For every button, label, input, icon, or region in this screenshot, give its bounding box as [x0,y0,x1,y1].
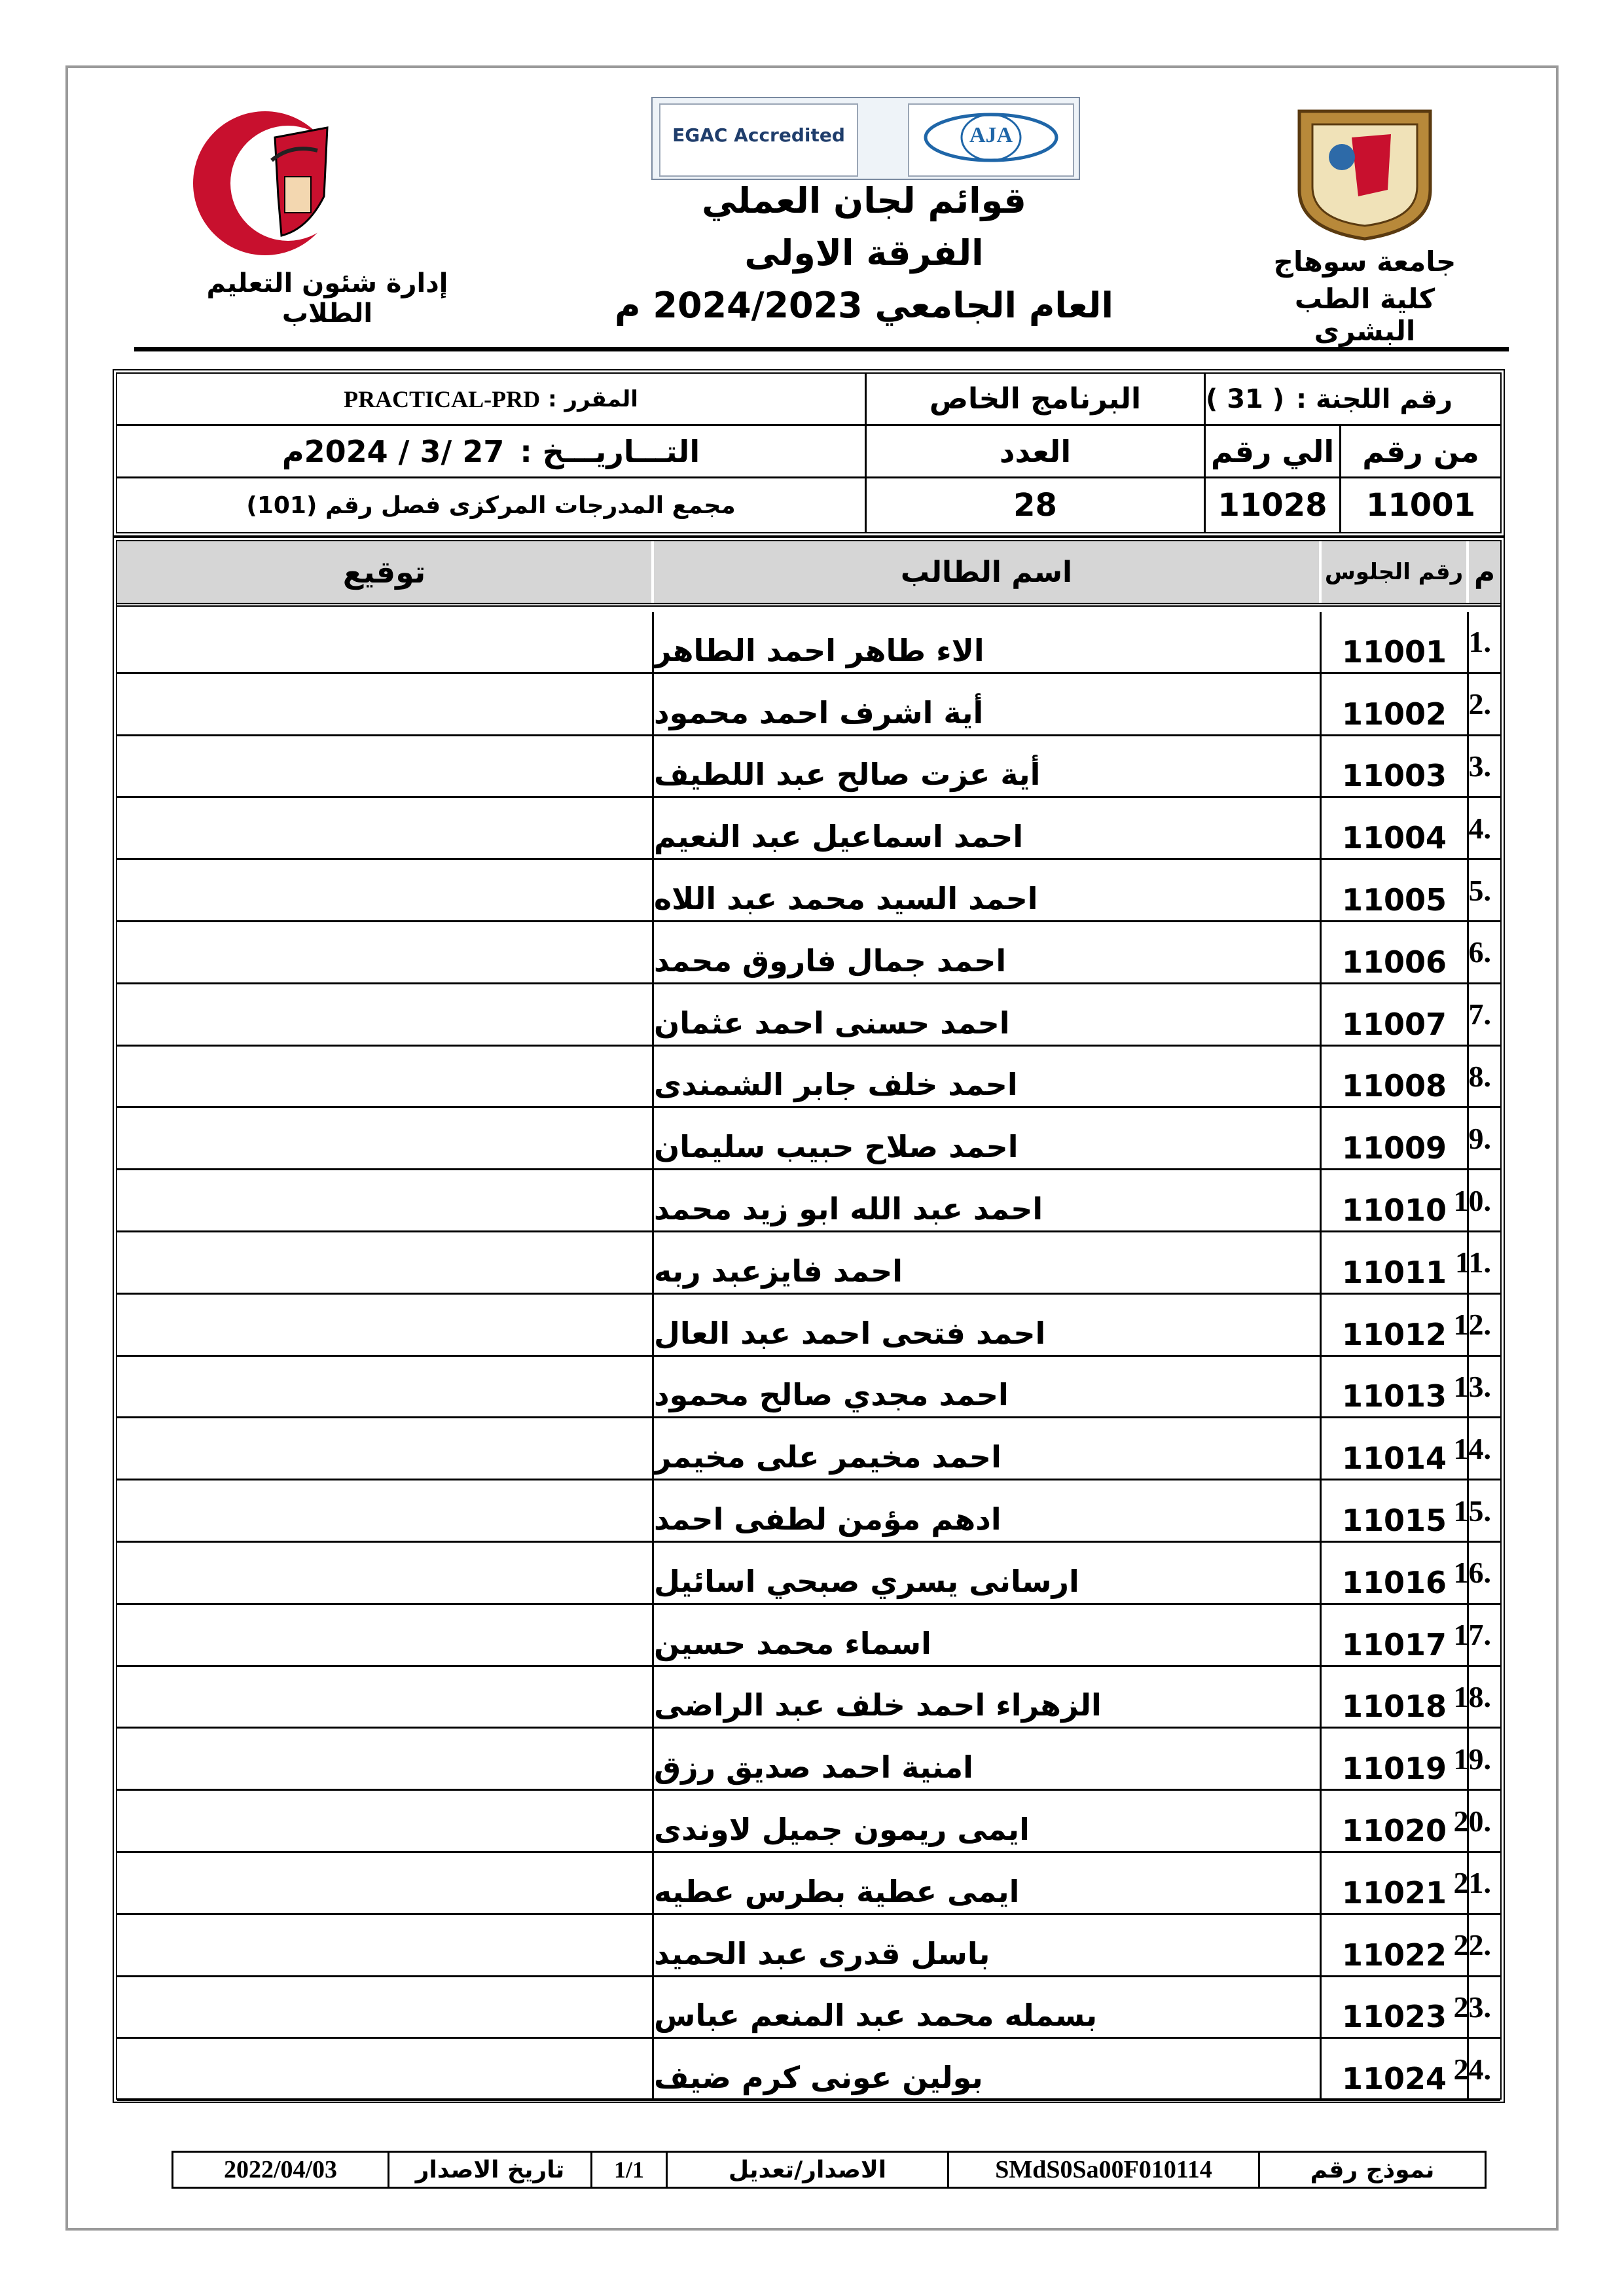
seat-number: 11012 [1322,1295,1469,1355]
signature-cell [117,922,654,982]
to-label: الي رقم [1210,433,1335,469]
committee-cell [1206,374,1500,426]
signature-cell [117,984,654,1045]
student-name: باسل قدرى عبد الحميد [654,1915,1322,1975]
row-number: 21. [1453,1866,1491,1900]
from-label-cell [1341,426,1500,478]
student-name: ادهم مؤمن لطفى احمد [654,1480,1322,1541]
seat-number: 11023 [1322,1977,1469,2037]
table-row [117,1047,1500,1109]
signature-cell [117,1480,654,1541]
table-row [117,1729,1500,1791]
signature-cell [117,798,654,858]
table-row [117,1232,1500,1295]
signature-cell [117,1108,654,1168]
page-title-line-1: قوائم لجان العملي [702,180,1026,221]
row-number: 20. [1453,1804,1491,1838]
student-name: اسماء محمد حسين [654,1605,1322,1665]
table-row [117,1853,1500,1915]
student-name: احمد جمال فاروق محمد [654,922,1322,982]
signature-cell [117,1729,654,1789]
student-name: ارسانى يسري صبحي اسائيل [654,1543,1322,1603]
row-number: 23. [1453,1990,1491,2024]
count-value: 28 [1013,487,1057,524]
row-number: 10. [1453,1183,1491,1217]
footer-form-value: SMdS0Sa00F010114 [949,2153,1260,2187]
certification-badges [651,97,1080,180]
date-cell [117,426,867,478]
count-label-cell [867,426,1206,478]
header-num: م [1473,555,1496,589]
table-row [117,1295,1500,1357]
seat-number: 11006 [1322,922,1469,982]
to-label-cell [1206,426,1341,478]
seat-number: 11015 [1322,1480,1469,1541]
table-body [117,612,1500,2101]
seat-number: 11013 [1322,1357,1469,1417]
signature-cell [117,1791,654,1851]
row-number: 8. [1468,1059,1491,1093]
faculty-logo-icon [151,98,412,262]
signature-cell [117,1295,654,1355]
table-row [117,860,1500,922]
table-row [117,674,1500,736]
row-number: 22. [1453,1928,1491,1962]
signature-cell [117,612,654,672]
committee-label: رقم اللجنة : [1296,384,1453,414]
signature-cell [117,860,654,920]
student-name: الزهراء احمد خلف عبد الراضى [654,1667,1322,1727]
student-name: أية اشرف احمد محمود [654,674,1322,734]
row-number: 15. [1453,1494,1491,1528]
page-title-line-3: العام الجامعي 2024/2023 م [615,285,1113,326]
signature-cell [117,674,654,734]
header-seat: رقم الجلوس [1322,541,1469,603]
student-name: احمد عبد الله ابو زيد محمد [654,1170,1322,1230]
seat-number: 11022 [1322,1915,1469,1975]
committee-value: ( 31 ) [1206,384,1285,414]
table-row [117,1605,1500,1667]
course-value: PRACTICAL-PRD [344,386,541,412]
signature-cell [117,1853,654,1913]
seat-number: 11004 [1322,798,1469,858]
program-cell [867,374,1206,426]
header-divider [134,347,1509,351]
seat-number: 11001 [1322,612,1469,672]
location-text: مجمع المدرجات المركزى فصل رقم (101) [246,492,736,519]
row-number: 5. [1468,873,1491,907]
row-number: 1. [1468,625,1491,659]
course-label: المقرر : [548,386,638,412]
students-table [113,537,1505,2103]
student-name: أية عزت صالح عبد اللطيف [654,736,1322,797]
row-number: 4. [1468,811,1491,845]
table-row [117,798,1500,860]
egac-badge-text: EGAC Accredited [672,124,845,146]
seat-number: 11017 [1322,1605,1469,1665]
signature-cell [117,1170,654,1230]
page-title-line-2: الفرقة الاولى [744,232,984,274]
seat-number: 11016 [1322,1543,1469,1603]
to-value-cell [1206,478,1341,532]
student-name: احمد حسنى احمد عثمان [654,984,1322,1045]
table-row [117,1170,1500,1232]
seat-number: 11014 [1322,1418,1469,1479]
aja-badge [908,103,1074,177]
signature-cell [117,1667,654,1727]
row-number: 2. [1468,687,1491,721]
seat-number: 11009 [1322,1108,1469,1168]
department-name: إدارة شئون التعليم الطلاب [206,268,448,329]
row-number: 18. [1453,1679,1491,1713]
row-number: 24. [1453,2052,1491,2086]
table-row [117,612,1500,674]
student-name: بسمله محمد عبد المنعم عباس [654,1977,1322,2037]
signature-cell [117,1357,654,1417]
signature-cell [117,1915,654,1975]
header-signature: توقيع [117,541,654,603]
table-row [117,1108,1500,1170]
from-value: 11001 [1366,487,1475,524]
row-number: 6. [1468,935,1491,969]
student-name: ايمى عطية بطرس عطيه [654,1853,1322,1913]
table-row [117,984,1500,1047]
student-name: احمد مجدي صالح محمود [654,1357,1322,1417]
footer-form-label: نموذج رقم [1310,2156,1435,2183]
signature-cell [117,1543,654,1603]
seat-number: 11011 [1322,1232,1469,1293]
row-number: 3. [1468,749,1491,783]
table-row [117,1667,1500,1729]
table-row [117,1915,1500,1977]
student-name: الاء طاهر احمد الطاهر [654,612,1322,672]
row-number: 11. [1455,1246,1491,1280]
table-row [117,736,1500,798]
signature-cell [117,1232,654,1293]
from-label: من رقم [1362,433,1479,469]
seat-number: 11024 [1322,2039,1469,2099]
university-seal-icon [1280,98,1450,242]
table-row [117,1357,1500,1419]
committee-info-table [113,369,1505,537]
count-label: العدد [999,433,1072,469]
row-number: 12. [1453,1308,1491,1342]
aja-badge-text: AJA [969,123,1013,147]
egac-badge [659,103,858,177]
form-footer [171,2151,1487,2189]
footer-edition-label: الاصدار/تعديل [668,2153,949,2187]
student-name: احمد فايزعبد ربه [654,1232,1322,1293]
signature-cell [117,2039,654,2099]
student-name: احمد اسماعيل عبد النعيم [654,798,1322,858]
seat-number: 11005 [1322,860,1469,920]
row-number: 17. [1453,1618,1491,1652]
seat-number: 11007 [1322,984,1469,1045]
student-name: احمد فتحى احمد عبد العال [654,1295,1322,1355]
header-name: اسم الطالب [654,541,1322,603]
count-value-cell [867,478,1206,532]
seat-number: 11002 [1322,674,1469,734]
table-row [117,922,1500,984]
student-name: بولين عونى كرم ضيف [654,2039,1322,2099]
footer-issue-date-label: تاريخ الاصدار [389,2153,592,2187]
student-name: احمد صلاح حبيب سليمان [654,1108,1322,1168]
signature-cell [117,1047,654,1107]
course-cell [117,374,867,426]
student-name: احمد خلف جابر الشمندى [654,1047,1322,1107]
table-row [117,2039,1500,2101]
row-number: 7. [1468,997,1491,1031]
table-header [117,541,1500,607]
faculty-logo [151,98,412,262]
signature-cell [117,1977,654,2037]
date-label: التـــاريـــخ : [520,433,700,469]
row-number: 14. [1453,1431,1491,1465]
seat-number: 11020 [1322,1791,1469,1851]
student-name: امنية احمد صديق رزق [654,1729,1322,1789]
footer-issue-date-value: 2022/04/03 [173,2153,389,2187]
row-number: 19. [1453,1742,1491,1776]
table-row [117,1480,1500,1543]
row-number: 13. [1453,1369,1491,1403]
student-name: احمد السيد محمد عبد اللاه [654,860,1322,920]
location-cell [117,478,867,532]
to-value: 11028 [1218,487,1327,524]
row-number: 16. [1453,1556,1491,1590]
seat-number: 11019 [1322,1729,1469,1789]
signature-cell [117,736,654,797]
university-seal [1280,98,1450,242]
faculty-name: كلية الطب البشرى [1294,283,1435,347]
seat-number: 11010 [1322,1170,1469,1230]
program-name: البرنامج الخاص [929,382,1142,416]
seat-number: 11003 [1322,736,1469,797]
footer-edition-value: 1/1 [592,2153,668,2187]
signature-cell [117,1418,654,1479]
university-name: جامعة سوهاج [1273,245,1456,278]
table-row [117,1543,1500,1605]
seat-number: 11018 [1322,1667,1469,1727]
student-name: احمد مخيمر على مخيمر [654,1418,1322,1479]
date-value: 27 /3 / 2024م [281,433,505,469]
student-name: ايمى ريمون جميل لاوندى [654,1791,1322,1851]
table-row [117,1977,1500,2039]
seat-number: 11021 [1322,1853,1469,1913]
row-number: 9. [1468,1121,1491,1155]
signature-cell [117,1605,654,1665]
seat-number: 11008 [1322,1047,1469,1107]
table-row [117,1791,1500,1853]
from-value-cell [1341,478,1500,532]
table-row [117,1418,1500,1480]
